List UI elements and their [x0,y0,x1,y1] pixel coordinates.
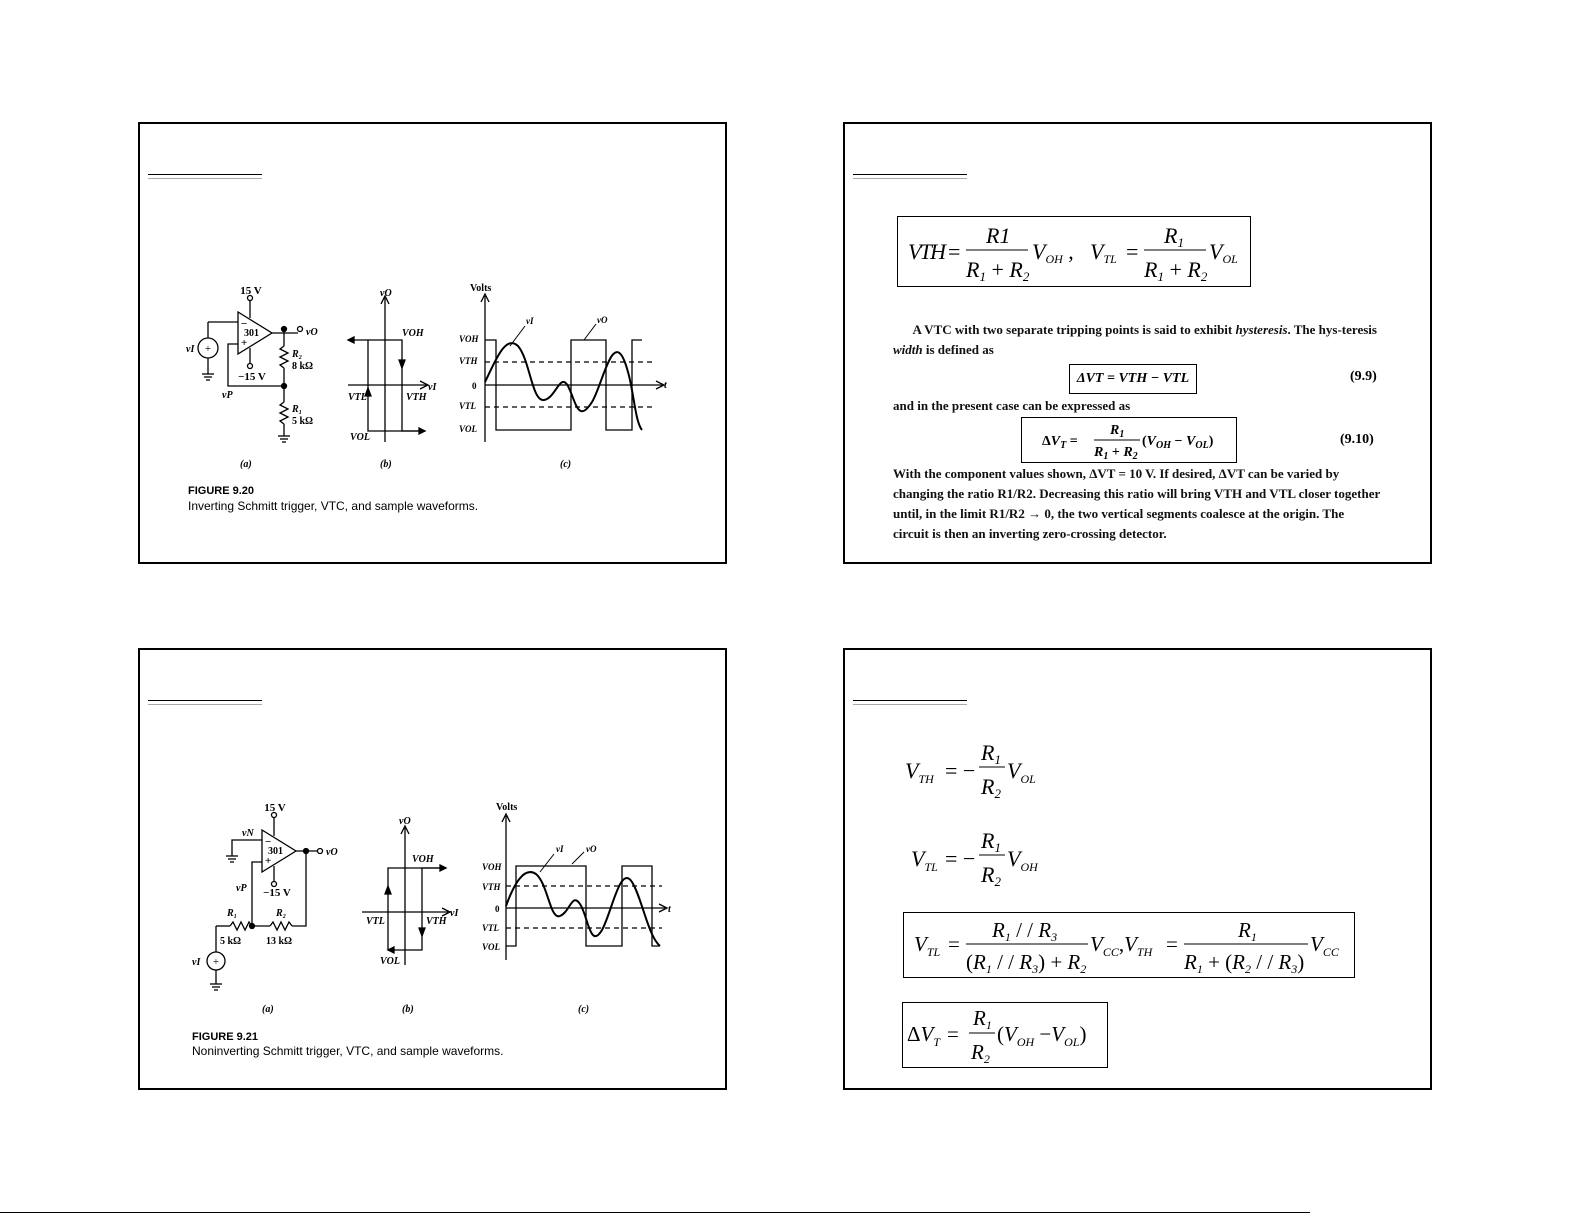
hysteresis-width-equation [903,1003,1107,1067]
svg-text:=: = [948,239,961,264]
vee-label: −15 V [238,371,266,383]
svg-text:(VOH − VOL): $(V_{OH} - V_{OL})$ [1142,434,1214,451]
title-rule [853,700,967,705]
figure-9-21 [140,650,725,1088]
svg-text:R1: R1 [1164,223,1184,250]
eq-9-10-box [1021,417,1237,463]
inverting-schmitt-circuit [198,296,303,443]
svg-text:VOH ,: VOH , [1032,239,1074,266]
svg-text:=: = [947,1022,959,1046]
threshold-equations-box [897,216,1251,287]
wave-t-label: t [664,380,667,391]
svg-text:−: − [265,836,272,848]
svg-text:=: = [1166,932,1178,956]
vtc-y-label: vO [399,816,411,827]
svg-text:R2: R2 [981,862,1001,889]
r1-label: R₁ [227,908,238,919]
hysteresis-width-box [902,1002,1108,1068]
wave-t-label: t [668,904,671,915]
svg-text:+: + [212,956,220,968]
svg-text:+: + [204,343,212,355]
panel-c-label: (c) [578,1004,590,1015]
vtc-vth: VTH [426,916,447,927]
eq-vth-inverting [905,738,1105,802]
eq-vtl-inverting [911,826,1111,890]
vtc-x-label: vI [450,908,459,919]
svg-text:= −: = − [945,846,976,871]
svg-text:R1: R1 [1238,918,1257,944]
svg-text:(VOH −VOL): $(V_{OH} -V_{OL})$ [997,1022,1087,1049]
eq-vth: VTH [908,239,946,264]
svg-text:VTH: $V_{TH}$ [905,758,934,786]
svg-text:VTL: VTL [1090,239,1117,266]
svg-text:VCC,VTH: $V_{CC},V_{TH}$ [1090,932,1153,959]
slide-2 [843,122,1432,564]
level-voh: VOH [482,862,502,872]
figure-caption: Noninverting Schmitt trigger, VTC, and sample waveforms. [192,1044,504,1058]
vp-label: vP [236,883,247,894]
panel-c-label: (c) [560,459,572,470]
wave-vi-label: vI [526,316,534,326]
noninverting-vtc [362,826,450,965]
level-vth: VTH [482,882,501,892]
vtc-vtl: VTL [348,392,367,403]
vtc-voh: VOH [402,328,424,339]
vtc-x-label: vI [428,382,437,393]
eq-r1-num: R1 [986,223,1011,248]
svg-text:R2: R2 [971,1040,990,1066]
eq-9-10-number: (9.10) [1340,432,1374,447]
r2-value: 13 kΩ [266,936,293,947]
expressed-paragraph: and in the present case can be expressed as [893,398,1131,413]
svg-text:=: = [1126,239,1139,264]
r1-value: 5 kΩ [220,936,242,947]
panel-b-label: (b) [380,459,392,470]
svg-text:R1 + R2: R1 + R2 [1144,257,1208,284]
wave-y-label: Volts [470,283,492,294]
title-rule [853,174,967,179]
hysteresis-paragraph: A VTC with two separate tripping points is said to exhibit hysteresis. The hys-teresis width is defined as [893,322,1377,357]
vtc-vol: VOL [380,956,400,967]
svg-text:R1 + R2: $R_1 + R_2$ [1094,445,1138,462]
figure-label: FIGURE 9.21 [192,1031,259,1043]
svg-text:VOL: $V_{OL}$ [1007,758,1036,786]
svg-text:VTL: $V_{TL}$ [914,932,941,959]
vcc-label: 15 V [264,802,286,814]
svg-text:VOH: $V_{OH}$ [1007,846,1038,874]
vn-label: vN [242,828,254,839]
threshold-equations [898,217,1250,286]
r1-label: R₁ [292,404,303,415]
vo-label: vO [306,327,318,338]
svg-text:+: + [241,337,248,349]
vtc-vth: VTH [406,392,427,403]
svg-text:R1 + R2: R1 + R2 [966,257,1030,284]
vtc-vol: VOL [350,432,370,443]
panel-a-label: (a) [262,1004,274,1015]
threshold-vcc-box [903,912,1355,978]
svg-text:R1 + (R2 / / R3): R1 + (R2 / / R3) [1184,950,1305,976]
svg-text:R1: R1 [981,828,1001,855]
svg-text:+: + [265,855,272,867]
vo-label: vO [326,847,338,858]
wave-y-label: Volts [496,802,518,813]
eq-9-9-box: ΔVT = VTH − VTL [1069,364,1197,394]
svg-text:R2: R2 [981,774,1001,801]
r2-label: R₂ [292,349,303,360]
svg-text:ΔVT =: $\Delta V_T$ = [1042,434,1078,451]
level-vtl: VTL [459,401,476,411]
opamp-label: 301 [244,328,259,339]
level-vtl: VTL [482,923,499,933]
vtc-vtl: VTL [366,916,385,927]
svg-text:R1: R1 [981,740,1001,767]
level-vth: VTH [459,356,478,366]
r2-label: R₂ [276,908,287,919]
slide-3 [138,648,727,1090]
level-vol: VOL [482,942,500,952]
inverting-waveforms [481,294,664,442]
level-zero: 0 [495,904,500,914]
svg-text:(R1 / / R3) + R2: (R1 / / R3) + R2 [966,950,1087,976]
vtc-voh: VOH [412,854,434,865]
noninverting-waveforms [502,814,667,960]
svg-text:ΔVT: $\Delta V_T$ [907,1022,941,1049]
eq-9-10 [1022,418,1236,462]
slide-4 [843,648,1432,1090]
slide-1 [138,122,727,564]
panel-b-label: (b) [402,1004,414,1015]
figure-label: FIGURE 9.20 [188,485,255,497]
vi-label: vI [186,344,195,355]
threshold-vcc-equations [904,913,1354,977]
figure-caption: Inverting Schmitt trigger, VTC, and sample waveforms. [188,499,479,513]
svg-text:=: = [948,932,960,956]
wave-vo-label: vO [586,844,597,854]
vee-label: −15 V [263,887,291,899]
svg-text:VOL: VOL [1209,239,1238,266]
figure-9-20 [140,124,725,562]
r1-value: 5 kΩ [292,416,314,427]
svg-text:R1: R1 [973,1006,992,1032]
svg-text:VCC: $V_{CC}$ [1310,932,1339,959]
inverting-vtc [348,296,428,442]
panel-a-label: (a) [240,459,252,470]
component-values-paragraph: With the component values shown, ΔVT = 10 V. If desired, ΔVT can be varied by changing the ratio R1/R2. Decreasing this ratio will bring VTH and VTL closer together until, in the limit R1/R2 → 0, the two vertical segments coalesce at the origin. The circuit is then an inverting zero-crossing detector. [893,466,1381,541]
vtc-y-label: vO [380,288,392,299]
page-footer-rule [0,1212,1310,1213]
level-voh: VOH [459,334,479,344]
wave-vi-label: vI [556,844,564,854]
opamp-label: 301 [268,846,283,857]
svg-text:R1 / / R3: R1 / / R3 [992,918,1058,944]
svg-text:= −: = − [945,758,976,783]
level-zero: 0 [472,381,477,391]
svg-text:VTL: $V_{TL}$ [911,846,938,874]
wave-vo-label: vO [597,315,608,325]
level-vol: VOL [459,424,477,434]
svg-text:R1: $R_1$ [1110,423,1125,440]
vi-label: vI [192,957,201,968]
vp-label: vP [222,390,233,401]
eq-9-9-number: (9.9) [1350,369,1377,384]
svg-text:−: − [241,318,248,330]
vcc-label: 15 V [240,285,262,297]
r2-value: 8 kΩ [292,361,314,372]
